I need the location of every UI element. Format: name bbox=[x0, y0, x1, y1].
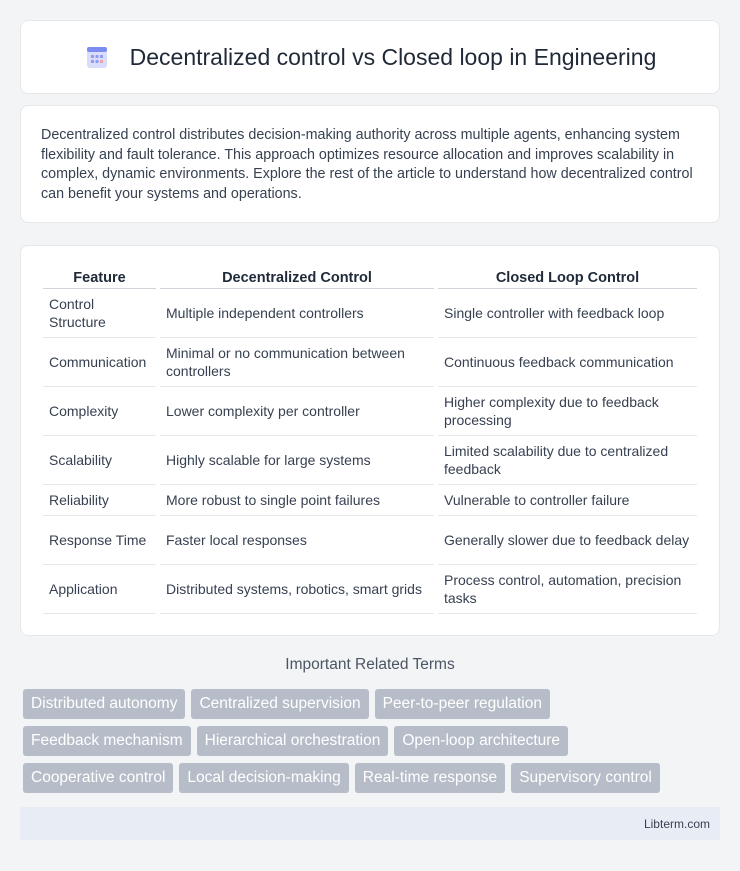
table-row bbox=[43, 485, 697, 516]
table-row bbox=[43, 565, 697, 614]
table-row bbox=[43, 436, 697, 485]
related-term-tag[interactable]: Feedback mechanism bbox=[23, 726, 191, 756]
related-term-tag[interactable]: Hierarchical orchestration bbox=[197, 726, 389, 756]
related-term-tag[interactable]: Local decision-making bbox=[179, 763, 348, 793]
table-cell-closed-loop: Process control, automation, precision tasks bbox=[438, 565, 697, 614]
related-terms-heading: Important Related Terms bbox=[285, 656, 455, 673]
table-cell-decentralized: Highly scalable for large systems bbox=[160, 436, 434, 485]
table-row bbox=[43, 338, 697, 387]
table-cell-decentralized: Faster local responses bbox=[160, 516, 434, 565]
table-cell-feature: Control Structure bbox=[43, 289, 156, 338]
table-cell-decentralized: Minimal or no communication between controllers bbox=[160, 338, 434, 387]
document-icon bbox=[84, 44, 110, 70]
related-term-tag[interactable]: Cooperative control bbox=[23, 763, 173, 793]
table-row bbox=[43, 289, 697, 338]
related-term-tag[interactable]: Centralized supervision bbox=[191, 689, 368, 719]
related-term-tag[interactable]: Supervisory control bbox=[511, 763, 660, 793]
related-terms-list bbox=[23, 689, 703, 793]
intro-text: Decentralized control distributes decision-making authority across multiple agents, enhancing system flexibility and fault tolerance. This approach optimizes resource allocation and improves scalability in complex, dynamic environments. Explore the rest of the article to understand how decentralized control can benefit your systems and operations. bbox=[41, 127, 693, 202]
table-cell-closed-loop: Generally slower due to feedback delay bbox=[438, 516, 697, 565]
page-title: Decentralized control vs Closed loop in Engineering bbox=[129, 43, 657, 70]
table-cell-decentralized: Multiple independent controllers bbox=[160, 289, 434, 338]
table-cell-decentralized: Distributed systems, robotics, smart grids bbox=[160, 565, 434, 614]
header-closed-loop: Closed Loop Control bbox=[438, 264, 697, 289]
table-cell-feature: Scalability bbox=[43, 436, 156, 485]
table-cell-feature: Complexity bbox=[43, 387, 156, 436]
table-cell-feature: Reliability bbox=[43, 485, 156, 516]
table-cell-closed-loop: Higher complexity due to feedback processing bbox=[438, 387, 697, 436]
header-decentralized: Decentralized Control bbox=[160, 264, 434, 289]
table-row bbox=[43, 387, 697, 436]
table-cell-closed-loop: Vulnerable to controller failure bbox=[438, 485, 697, 516]
table-cell-feature: Response Time bbox=[43, 516, 156, 565]
comparison-table-card bbox=[20, 245, 720, 636]
related-term-tag[interactable]: Real-time response bbox=[355, 763, 505, 793]
table-cell-feature: Application bbox=[43, 565, 156, 614]
footer-site-link[interactable]: Libterm.com bbox=[643, 816, 710, 831]
related-term-tag[interactable]: Distributed autonomy bbox=[23, 689, 185, 719]
intro-card bbox=[20, 105, 720, 223]
title-card bbox=[20, 20, 720, 94]
table-cell-decentralized: Lower complexity per controller bbox=[160, 387, 434, 436]
table-cell-closed-loop: Single controller with feedback loop bbox=[438, 289, 697, 338]
footer bbox=[20, 807, 720, 840]
table-row bbox=[43, 516, 697, 565]
header-feature: Feature bbox=[43, 264, 156, 289]
comparison-table bbox=[39, 264, 701, 614]
table-cell-closed-loop: Continuous feedback communication bbox=[438, 338, 697, 387]
table-header-row bbox=[43, 264, 697, 289]
related-term-tag[interactable]: Peer-to-peer regulation bbox=[375, 689, 550, 719]
table-cell-feature: Communication bbox=[43, 338, 156, 387]
table-cell-closed-loop: Limited scalability due to centralized feedback bbox=[438, 436, 697, 485]
related-term-tag[interactable]: Open-loop architecture bbox=[394, 726, 568, 756]
table-cell-decentralized: More robust to single point failures bbox=[160, 485, 434, 516]
